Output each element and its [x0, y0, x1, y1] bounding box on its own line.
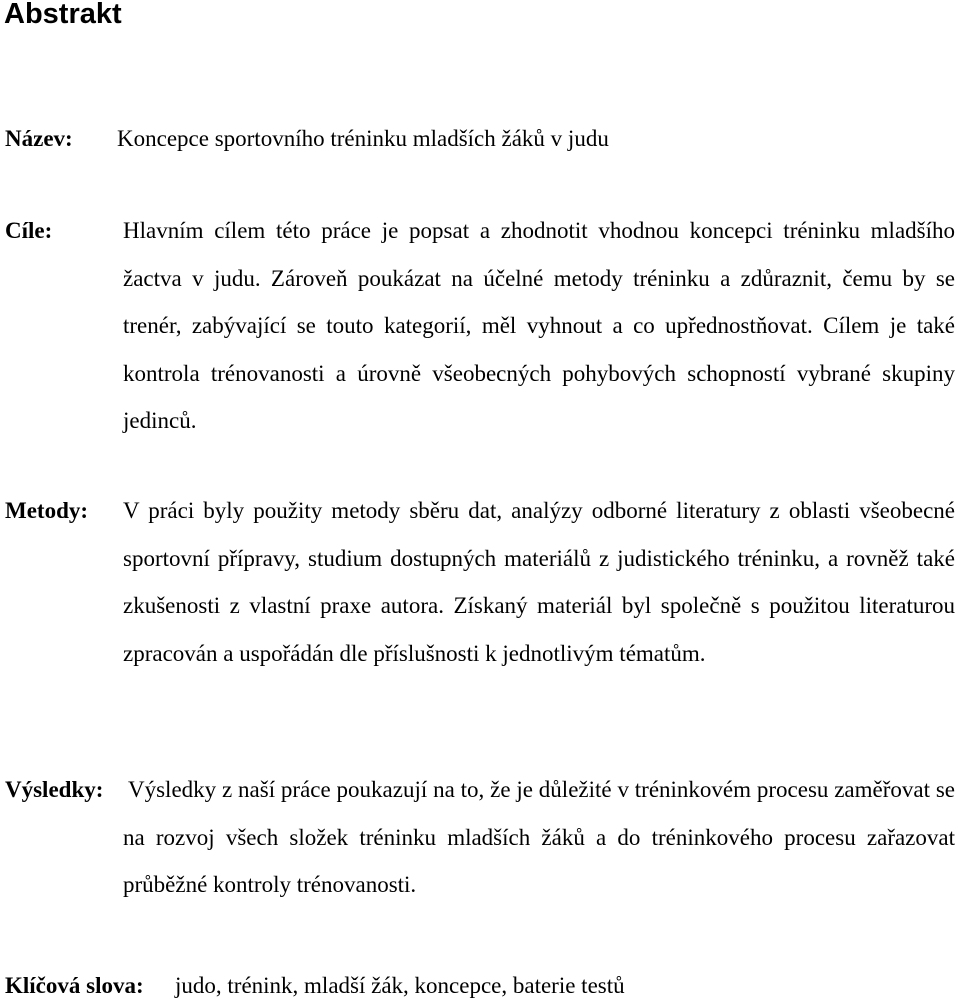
- label-vysledky: Výsledky:: [5, 777, 104, 802]
- page-title: Abstrakt: [4, 0, 122, 30]
- goals-text: Hlavním cílem této práce je popsat a zhodnotit vhodnou koncepci tréninku mladšího žactva v judu. Zároveň poukázat na účelné metody tréninku a zdůraznit, čemu by se trenér, zabývající se touto kategorií, měl vyhnout a co upřednostňovat. Cílem je také kontrola trénovanosti a úrovně všeobecných pohybových schopností vybrané skupiny jedinců.: [123, 218, 955, 433]
- methods-text: V práci byly použity metody sběru dat, analýzy odborné literatury z oblasti všeobecné sportovní přípravy, studium dostupných materiálů z judistického tréninku, a rovněž také zkušenosti z vlastní praxe autora. Získaný materiál byl společně s použitou literaturou zpracován a uspořádán dle příslušnosti k jednotlivým tématům.: [123, 498, 955, 666]
- label-nazev: Název:: [5, 126, 73, 151]
- thesis-title: Koncepce sportovního tréninku mladších žáků v judu: [117, 126, 609, 151]
- keywords-text: judo, trénink, mladší žák, koncepce, baterie testů: [175, 973, 625, 998]
- results-text: Výsledky z naší práce poukazují na to, že je důležité v tréninkovém procesu zaměřovat se na rozvoj všech složek tréninku mladších žáků a do tréninkového procesu zařazovat průběžné kontroly trénovanosti.: [123, 777, 955, 897]
- label-klicova-slova: Klíčová slova:: [5, 973, 144, 998]
- label-metody: Metody:: [5, 498, 89, 523]
- label-cile: Cíle:: [5, 218, 53, 243]
- results-paragraph: [123, 766, 955, 909]
